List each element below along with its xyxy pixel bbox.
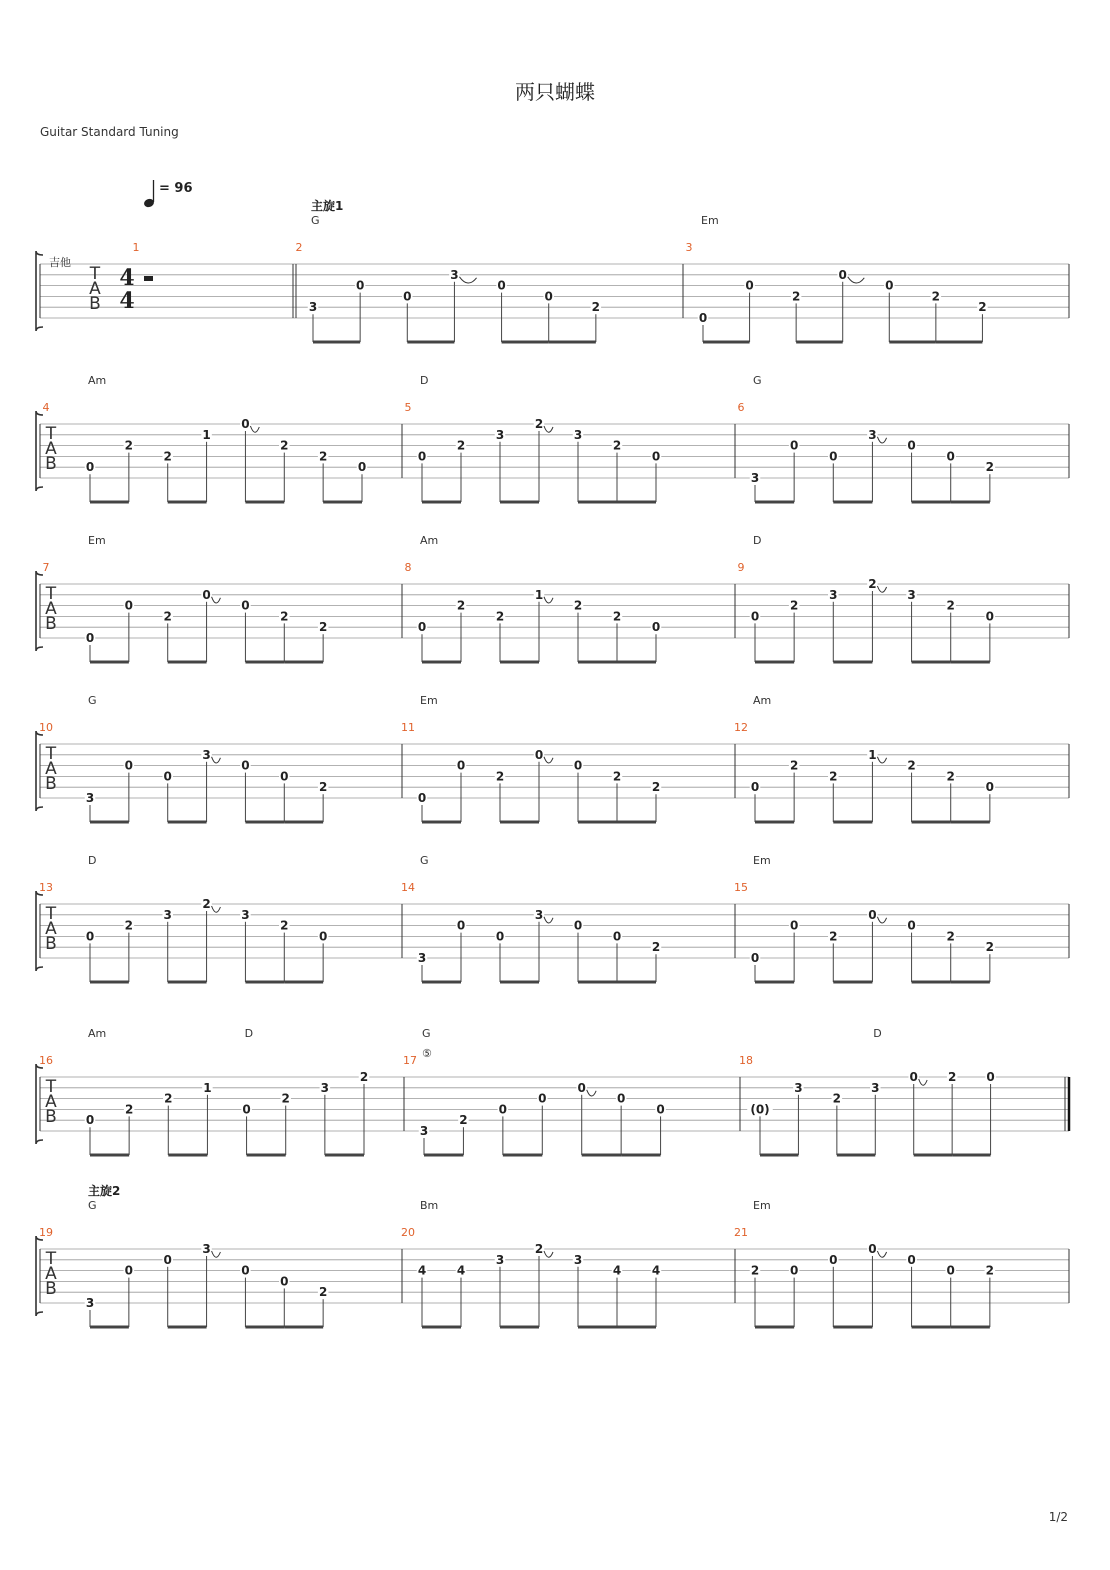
fret-number: 2	[318, 449, 328, 464]
fret-number: 0	[651, 620, 661, 635]
measure-number: 16	[39, 1054, 53, 1067]
tab-clef-letter: A	[45, 439, 57, 459]
measure-number: 15	[734, 881, 748, 894]
fret-number: 0	[318, 929, 328, 944]
fret-number: 3	[320, 1080, 330, 1095]
fret-number: 3	[495, 427, 505, 442]
fret-number: 3	[871, 1080, 880, 1095]
chord-name: D	[873, 1027, 882, 1040]
tie-arc	[212, 1251, 221, 1257]
fret-number: 0	[497, 278, 506, 293]
fret-number: 0	[750, 609, 760, 624]
tab-clef-letter: T	[45, 1077, 57, 1097]
fret-number: 3	[308, 300, 318, 315]
chord-name: Am	[88, 374, 107, 387]
chord-name: D	[753, 534, 762, 547]
fret-number: 0	[85, 929, 95, 944]
fret-number: 0	[124, 598, 134, 613]
time-signature-top: 4	[119, 265, 135, 291]
fret-number: 2	[651, 780, 661, 795]
tie-arc	[919, 1079, 927, 1085]
fret-number: 3	[868, 427, 877, 442]
fret-number: 0	[789, 438, 799, 453]
fret-number: 3	[573, 427, 583, 442]
fret-number: 2	[829, 929, 838, 944]
fret-number: 0	[907, 918, 916, 933]
fret-number: 3	[163, 907, 172, 922]
measure-number: 17	[403, 1054, 417, 1067]
fret-number: 3	[450, 267, 459, 282]
chord-name: G	[420, 854, 429, 867]
measure-number: 6	[737, 401, 745, 414]
tab-clef-letter: T	[45, 904, 57, 924]
chord-name: Em	[753, 1199, 771, 1212]
fret-number: 0	[241, 758, 250, 773]
fret-number: 2	[868, 577, 877, 591]
chord-name: Am	[88, 1027, 107, 1040]
tab-clef-letter: B	[45, 934, 57, 954]
fret-number: 0	[417, 791, 427, 805]
fret-number: 2	[359, 1070, 369, 1084]
instrument-label: 吉他	[49, 256, 71, 269]
fret-number: 0	[534, 747, 544, 762]
fret-number: 2	[318, 1285, 328, 1300]
measure-number: 9	[737, 561, 745, 574]
tab-clef-letter: B	[45, 1107, 57, 1127]
tuning-label: Guitar Standard Tuning	[40, 125, 179, 139]
fret-number: 0	[456, 918, 466, 933]
string-number-marker: ⑤	[422, 1047, 432, 1060]
fret-number: 2	[534, 417, 544, 431]
tab-clef-letter: B	[45, 1279, 57, 1299]
fret-number: 3	[750, 471, 760, 485]
fret-number: 0	[577, 1080, 586, 1095]
fret-number: 0	[651, 449, 661, 464]
measure-number: 14	[401, 881, 415, 894]
fret-number: 0	[986, 1070, 995, 1084]
measure-number: 12	[734, 721, 748, 734]
chord-name: Em	[753, 854, 771, 867]
tab-clef-letter: B	[45, 614, 57, 634]
fret-number: (0)	[750, 1102, 770, 1117]
fret-number: 3	[907, 587, 916, 602]
fret-number: 0	[357, 460, 367, 475]
fret-number: 1	[203, 1080, 212, 1095]
tie-arc	[212, 906, 221, 912]
fret-number: 3	[85, 791, 95, 805]
fret-number: 2	[495, 769, 505, 784]
tab-clef-letter: A	[89, 279, 101, 299]
fret-number: 2	[124, 918, 134, 933]
fret-number: 3	[202, 1242, 211, 1256]
fret-number: 2	[573, 598, 583, 613]
section-label: 主旋1	[311, 199, 344, 213]
fret-number: 0	[498, 1102, 508, 1117]
chord-name: G	[88, 1199, 97, 1212]
fret-number: 2	[612, 609, 622, 624]
chord-name: Am	[420, 534, 439, 547]
fret-number: 2	[280, 918, 289, 933]
fret-number: 2	[202, 897, 211, 911]
tie-arc	[544, 426, 553, 432]
fret-number: 0	[85, 460, 95, 475]
fret-number: 3	[829, 587, 838, 602]
chord-name: G	[422, 1027, 431, 1040]
fret-number: 0	[789, 1263, 799, 1278]
fret-number: 3	[534, 907, 544, 922]
measure-number: 7	[42, 561, 50, 574]
measure-number: 2	[295, 241, 303, 254]
chord-name: G	[311, 214, 320, 227]
fret-number: 2	[459, 1113, 468, 1128]
tie-arc	[250, 426, 259, 432]
fret-number: 2	[946, 769, 955, 784]
measure-number: 18	[739, 1054, 753, 1067]
fret-number: 0	[946, 449, 955, 464]
fret-number: 0	[868, 1242, 877, 1256]
fret-number: 2	[281, 1091, 290, 1106]
fret-number: 0	[829, 449, 838, 464]
fret-number: 4	[612, 1263, 622, 1278]
fret-number: 2	[985, 940, 995, 955]
tab-clef-letter: B	[45, 454, 57, 474]
measure-number: 11	[401, 721, 415, 734]
fret-number: 2	[456, 598, 466, 613]
chord-name: D	[420, 374, 429, 387]
tie-arc	[544, 597, 553, 603]
measure-number: 5	[404, 401, 412, 414]
fret-number: 0	[616, 1091, 626, 1106]
tab-clef-letter: A	[45, 599, 57, 619]
tie-arc	[848, 277, 865, 283]
tie-arc	[877, 437, 886, 443]
fret-number: 0	[907, 1252, 916, 1267]
fret-number: 0	[202, 587, 211, 602]
fret-number: 0	[907, 438, 916, 453]
chord-name: G	[88, 694, 97, 707]
fret-number: 4	[651, 1263, 661, 1278]
fret-number: 0	[163, 1252, 172, 1267]
fret-number: 2	[978, 300, 987, 315]
fret-number: 0	[656, 1102, 665, 1117]
fret-number: 0	[612, 929, 622, 944]
tab-clef-letter: A	[45, 1264, 57, 1284]
fret-number: 0	[745, 278, 754, 293]
measure-number: 8	[404, 561, 412, 574]
fret-number: 3	[85, 1296, 95, 1310]
fret-number: 0	[417, 449, 427, 464]
fret-number: 1	[534, 587, 544, 602]
fret-number: 2	[985, 460, 995, 475]
chord-name: Em	[701, 214, 719, 227]
tie-arc	[212, 597, 221, 603]
fret-number: 2	[789, 758, 799, 773]
fret-number: 3	[202, 747, 211, 762]
fret-number: 0	[985, 609, 995, 624]
fret-number: 0	[417, 620, 427, 635]
fret-number: 0	[868, 907, 877, 922]
fret-number: 0	[538, 1091, 547, 1106]
fret-number: 2	[318, 620, 328, 635]
chord-name: Em	[88, 534, 106, 547]
half-rest	[144, 276, 153, 281]
tie-arc	[877, 757, 886, 763]
fret-number: 2	[591, 300, 601, 315]
fret-number: 0	[124, 758, 134, 773]
tie-arc	[877, 917, 886, 923]
chord-name: Am	[753, 694, 772, 707]
fret-number: 2	[456, 438, 466, 453]
fret-number: 0	[985, 780, 995, 795]
fret-number: 0	[85, 631, 95, 645]
tab-clef-letter: B	[45, 774, 57, 794]
tab-clef-letter: T	[45, 424, 57, 444]
fret-number: 2	[829, 769, 838, 784]
fret-number: 2	[791, 289, 801, 304]
chord-name: Em	[420, 694, 438, 707]
measure-number: 1	[132, 241, 140, 254]
fret-number: 2	[534, 1242, 544, 1256]
tab-clef-letter: A	[45, 919, 57, 939]
measure-number: 13	[39, 881, 53, 894]
tab-clef-letter: T	[89, 264, 101, 284]
fret-number: 2	[612, 769, 622, 784]
fret-number: 0	[885, 278, 894, 293]
fret-number: 4	[417, 1263, 427, 1278]
tie-arc	[877, 1251, 886, 1257]
tab-clef-letter: A	[45, 759, 57, 779]
fret-number: 4	[456, 1263, 466, 1278]
fret-number: 0	[573, 918, 583, 933]
fret-number: 3	[241, 907, 250, 922]
page-number: 1/2	[1048, 1510, 1068, 1524]
fret-number: 2	[163, 449, 172, 464]
measure-number: 3	[685, 241, 693, 254]
fret-number: 0	[85, 1113, 95, 1128]
fret-number: 0	[280, 769, 289, 784]
tab-clef-letter: T	[45, 744, 57, 764]
fret-number: 0	[789, 918, 799, 933]
fret-number: 2	[985, 1263, 995, 1278]
chord-name: Bm	[420, 1199, 439, 1212]
measure-number: 19	[39, 1226, 53, 1239]
tab-clef-letter: B	[89, 294, 101, 314]
fret-number: 0	[698, 311, 708, 325]
fret-number: 3	[495, 1252, 505, 1267]
fret-number: 0	[241, 598, 250, 613]
fret-number: 2	[832, 1091, 842, 1106]
fret-number: 0	[544, 289, 553, 304]
measure-number: 4	[42, 401, 50, 414]
section-label: 主旋2	[88, 1184, 121, 1198]
fret-number: 0	[829, 1252, 838, 1267]
measure-number: 21	[734, 1226, 748, 1239]
fret-number: 2	[164, 1091, 173, 1106]
tab-clef-letter: T	[45, 584, 57, 604]
fret-number: 0	[495, 929, 505, 944]
fret-number: 0	[909, 1070, 918, 1084]
fret-number: 3	[419, 1124, 429, 1138]
fret-number: 0	[241, 1263, 250, 1278]
tie-arc	[587, 1090, 596, 1096]
fret-number: 0	[946, 1263, 955, 1278]
fret-number: 2	[163, 609, 172, 624]
fret-number: 0	[163, 769, 172, 784]
song-title: 两只蝴蝶	[515, 80, 595, 104]
fret-number: 2	[612, 438, 622, 453]
fret-number: 2	[789, 598, 799, 613]
tab-clef-letter: T	[45, 1249, 57, 1269]
fret-number: 0	[355, 278, 365, 293]
tie-arc	[544, 757, 553, 763]
fret-number: 2	[651, 940, 661, 955]
fret-number: 1	[868, 747, 877, 762]
tempo-value: = 96	[159, 181, 193, 196]
tie-arc	[459, 277, 476, 283]
tie-arc	[544, 917, 553, 923]
fret-number: 0	[124, 1263, 134, 1278]
chord-name: D	[244, 1027, 254, 1040]
fret-number: 0	[403, 289, 412, 304]
tab-clef-letter: A	[45, 1092, 57, 1112]
fret-number: 3	[794, 1080, 803, 1095]
fret-number: 2	[280, 438, 289, 453]
fret-number: 2	[318, 780, 328, 795]
fret-number: 2	[946, 929, 955, 944]
fret-number: 1	[202, 427, 211, 442]
fret-number: 0	[242, 1102, 251, 1117]
measure-number: 20	[401, 1226, 415, 1239]
time-signature-bottom: 4	[119, 288, 135, 314]
fret-number: 0	[573, 758, 583, 773]
measure-number: 10	[39, 721, 53, 734]
tie-arc	[212, 757, 221, 763]
tie-arc	[544, 1251, 553, 1257]
fret-number: 2	[280, 609, 289, 624]
fret-number: 2	[124, 1102, 134, 1117]
chord-name: G	[753, 374, 762, 387]
fret-number: 2	[946, 598, 955, 613]
fret-number: 2	[931, 289, 941, 304]
fret-number: 3	[573, 1252, 583, 1267]
fret-number: 0	[241, 417, 250, 431]
fret-number: 0	[456, 758, 466, 773]
tie-arc	[877, 586, 886, 592]
fret-number: 0	[750, 780, 760, 795]
fret-number: 0	[838, 267, 847, 282]
fret-number: 2	[124, 438, 134, 453]
fret-number: 0	[280, 1274, 289, 1289]
fret-number: 2	[750, 1263, 760, 1278]
fret-number: 2	[907, 758, 916, 773]
fret-number: 2	[947, 1070, 957, 1084]
fret-number: 3	[417, 951, 427, 965]
fret-number: 0	[750, 951, 760, 965]
fret-number: 2	[495, 609, 505, 624]
chord-name: D	[88, 854, 97, 867]
